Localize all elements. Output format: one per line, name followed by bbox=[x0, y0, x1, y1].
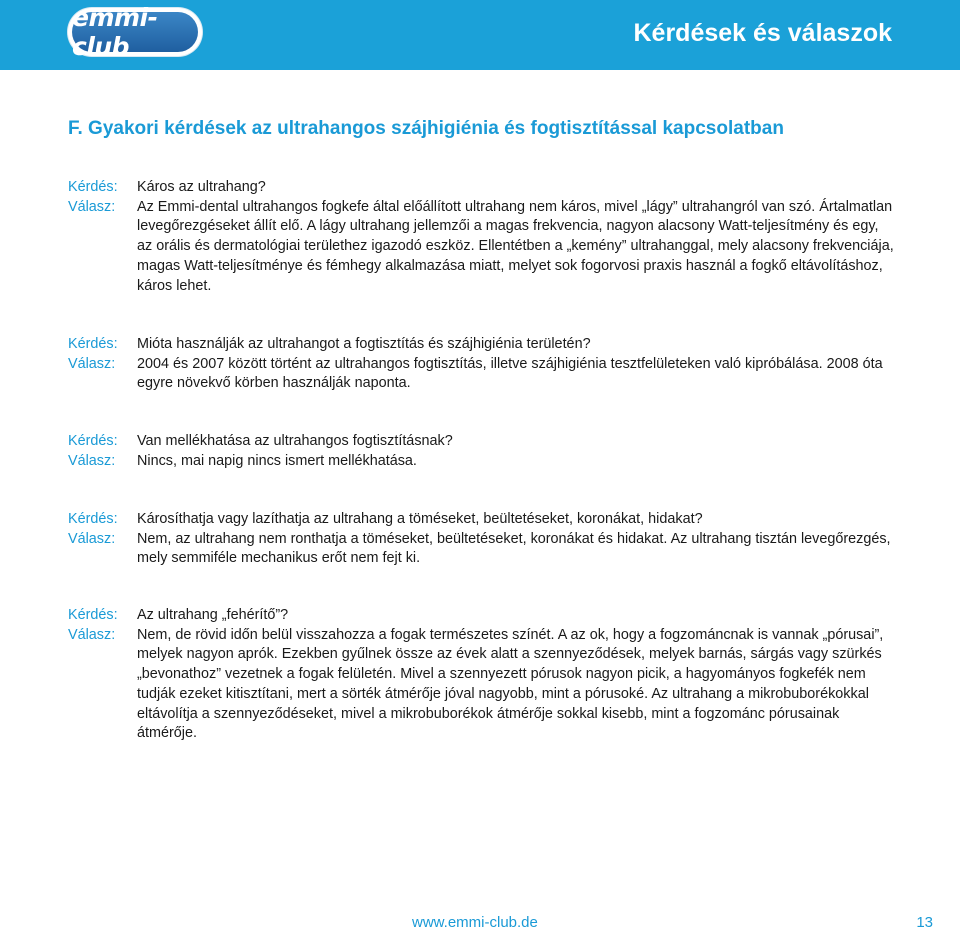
answer-label: Válasz: bbox=[68, 198, 116, 215]
answer-row bbox=[68, 452, 896, 472]
question-text: Károsíthatja vagy lazíthatja az ultrahang a töméseket, beültetéseket, koronákat, hidakat? bbox=[137, 511, 703, 527]
header-bar bbox=[0, 0, 960, 70]
answer-label: Válasz: bbox=[68, 355, 116, 372]
answer-label: Válasz: bbox=[68, 452, 116, 469]
answer-row bbox=[68, 355, 896, 394]
answer-text: Nem, az ultrahang nem ronthatja a töméseket, beültetéseket, koronákat és hidakat. Az ultrahang tisztán levegőrezgés, mely semmiféle mechanikus erőt nem fejt ki. bbox=[137, 530, 891, 567]
question-text: Van mellékhatása az ultrahangos fogtisztításnak? bbox=[137, 433, 453, 449]
answer-text: Nem, de rövid időn belül visszahozza a fogak természetes színét. A az ok, hogy a fogzománcnak is vannak „pórusai”, melyek nagyon aprók. Ezekben gyűlnek össze az évek alatt a szennyeződések, melyek barnás, sárgás vagy szürkés „bevonathoz” vezetnek a fogak felületén. Mivel a szennyezett pórusok nagyon picik, a hagyományos fogkefék nem tudják ezeket kitisztítani, mert a sörték átmérője jóval nagyobb, mint a pórusoké. Az ultrahang a mikrobuborékokkal eltávolítja a szennyeződéseket, mivel a mikrobuborékok átmérője sokkal kisebb, mint a fogzománc pórusainak átmérője. bbox=[137, 626, 884, 742]
website-link[interactable]: www.emmi-club.de bbox=[412, 914, 538, 931]
question-row bbox=[68, 335, 896, 355]
answer-label: Válasz: bbox=[68, 626, 116, 643]
question-row bbox=[68, 510, 896, 530]
question-label: Kérdés: bbox=[68, 607, 118, 623]
question-label: Kérdés: bbox=[68, 511, 118, 527]
emmi-club-logo bbox=[68, 3, 202, 61]
question-row bbox=[68, 178, 896, 198]
qa-item bbox=[68, 510, 896, 569]
question-row bbox=[68, 432, 896, 452]
qa-item bbox=[68, 178, 896, 296]
question-row bbox=[68, 606, 896, 626]
question-text: Káros az ultrahang? bbox=[137, 179, 266, 195]
qa-item bbox=[68, 432, 896, 471]
qa-item bbox=[68, 606, 896, 744]
answer-row bbox=[68, 530, 896, 569]
question-text: Az ultrahang „fehérítő”? bbox=[137, 607, 289, 623]
question-label: Kérdés: bbox=[68, 433, 118, 449]
header-title: Kérdések és válaszok bbox=[633, 19, 892, 47]
page-number: 13 bbox=[916, 914, 933, 931]
answer-row bbox=[68, 626, 896, 744]
question-text: Mióta használják az ultrahangot a fogtisztítás és szájhigiénia területén? bbox=[137, 336, 591, 352]
qa-item bbox=[68, 335, 896, 394]
question-label: Kérdés: bbox=[68, 179, 118, 195]
answer-label: Válasz: bbox=[68, 530, 116, 547]
logo-text: emmi-club bbox=[72, 3, 158, 61]
answer-text: Nincs, mai napig nincs ismert mellékhatása. bbox=[137, 452, 417, 469]
answer-row bbox=[68, 198, 896, 297]
question-label: Kérdés: bbox=[68, 336, 118, 352]
answer-text: 2004 és 2007 között történt az ultrahangos fogtisztítás, illetve szájhigiénia tesztfelületeken való kipróbálása. 2008 óta egyre növekvő körben használják naponta. bbox=[137, 355, 883, 392]
section-title: F. Gyakori kérdések az ultrahangos szájhigiénia és fogtisztítással kapcsolatban bbox=[68, 118, 784, 139]
answer-text: Az Emmi-dental ultrahangos fogkefe által előállított ultrahang nem káros, mivel „lágy” ultrahangról van szó. Ártalmatlan levegőrezgéseket állít elő. A lágy ultrahang jellemzői a magas frekvencia, nagyon alacsony Watt-teljesítmény és egy, az orális és dermatológiai területhez igazodó eszköz. Ellentétben a „kemény” ultrahanggal, mely alacsony frekvenciája, magas Watt-teljesítménye és fémhegy alkalmazása miatt, melyet sok fogorvosi praxis használ a fogkő eltávolításhoz, káros lehet. bbox=[137, 198, 894, 294]
